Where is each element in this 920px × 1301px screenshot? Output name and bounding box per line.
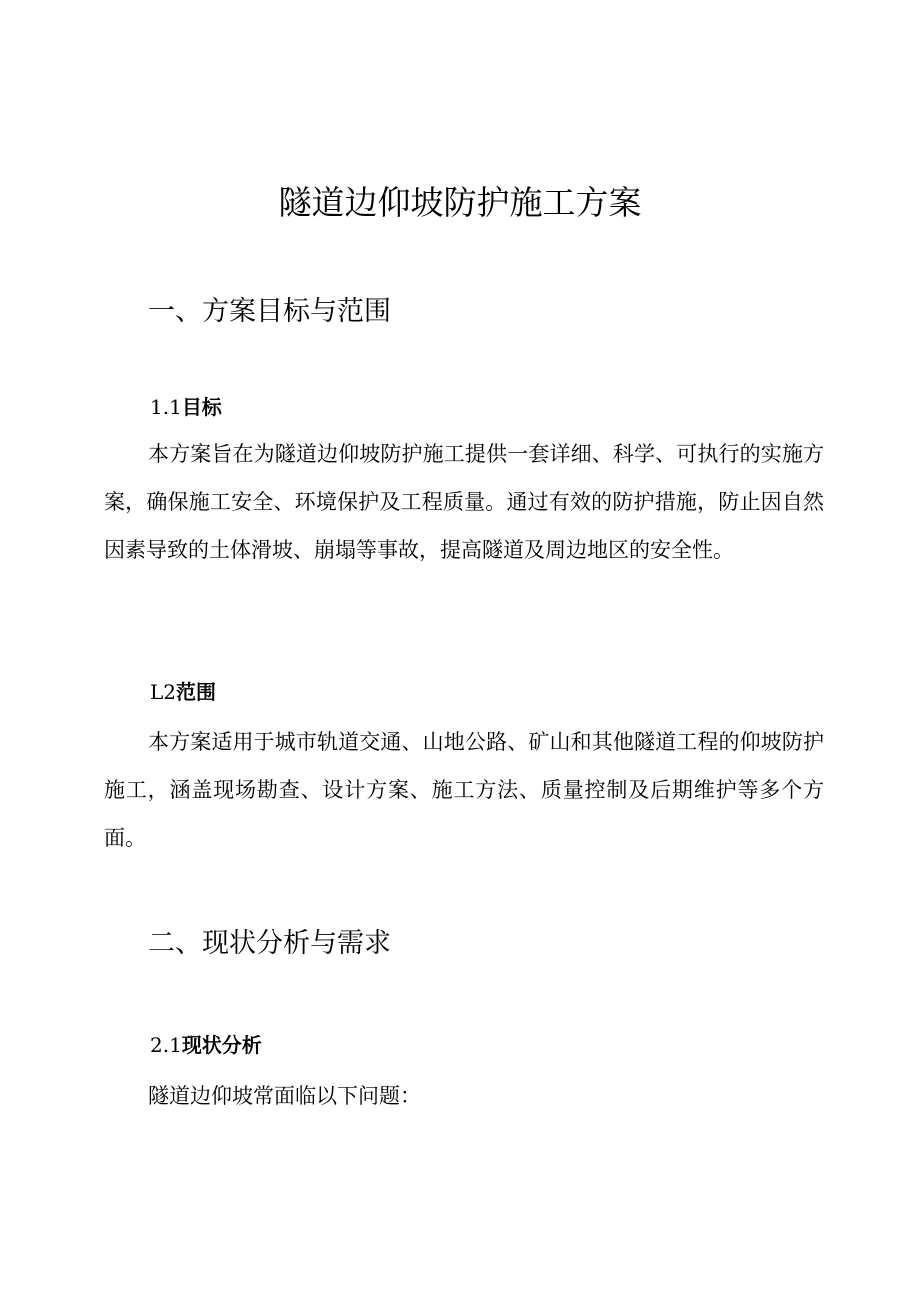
- subsection-number: L2: [150, 680, 177, 704]
- section-heading-1: 一、方案目标与范围: [148, 296, 391, 327]
- subsection-title: 现状分析: [181, 1033, 262, 1057]
- paragraph-goal: 本方案旨在为隧道边仰坡防护施工提供一套详细、科学、可执行的实施方案，确保施工安全、环境保护及工程质量。通过有效的防护措施，防止因自然因素导致的土体滑坡、崩塌等事故，提高隧道及周边地区的安全性。: [104, 442, 824, 562]
- subsection-number: 2.1: [150, 1033, 182, 1057]
- subsection-title: 范围: [176, 680, 217, 704]
- subsection-heading-1-2: [150, 677, 216, 707]
- subsection-title: 目标: [181, 395, 222, 419]
- document-title: 隧道边仰坡防护施工方案: [278, 183, 642, 222]
- paragraph-scope: 本方案适用于城市轨道交通、山地公路、矿山和其他隧道工程的仰坡防护施工，涵盖现场勘查、设计方案、施工方法、质量控制及后期维护等多个方面。: [104, 730, 824, 850]
- section-heading-2: 二、现状分析与需求: [148, 928, 391, 959]
- subsection-heading-1-1: [150, 392, 222, 422]
- subsection-heading-2-1: [150, 1030, 262, 1060]
- subsection-number: 1.1: [150, 395, 182, 419]
- paragraph-status: 隧道边仰坡常面临以下问题：: [148, 1084, 421, 1108]
